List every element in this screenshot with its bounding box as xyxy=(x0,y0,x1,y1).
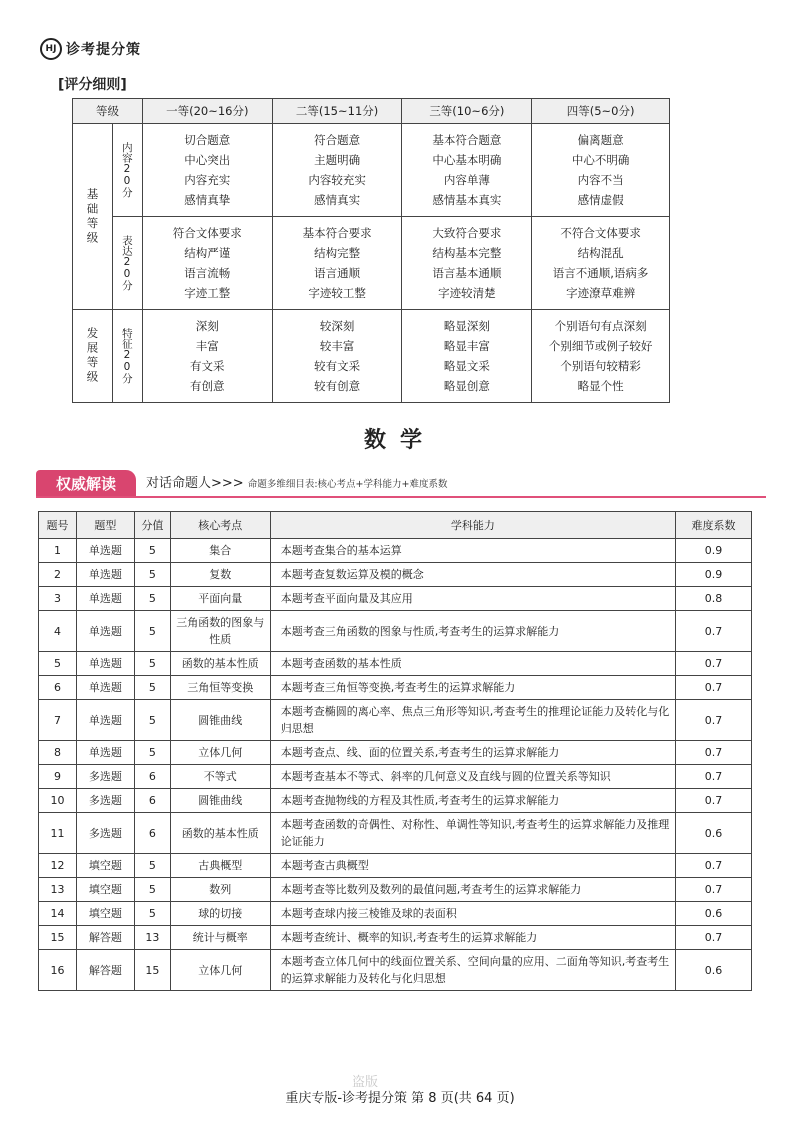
rubric-cell-line: 略显丰富 xyxy=(443,339,490,353)
question-type-cell: 多选题 xyxy=(76,765,134,789)
core-topic-cell: 圆锥曲线 xyxy=(170,789,270,813)
table-row xyxy=(39,878,752,902)
rubric-cell-line: 结构基本完整 xyxy=(432,246,502,260)
math-header-cell: 学科能力 xyxy=(270,512,675,539)
score-cell: 5 xyxy=(134,587,170,611)
rubric-sub-label: 内容20分 xyxy=(120,142,133,198)
ability-cell: 本题考查基本不等式、斜率的几何意义及直线与圆的位置关系等知识 xyxy=(270,765,675,789)
ability-cell: 本题考查三角函数的图象与性质,考查考生的运算求解能力 xyxy=(270,611,675,652)
ability-cell: 本题考查椭圆的离心率、焦点三角形等知识,考查考生的推理论证能力及转化与化归思想 xyxy=(270,700,675,741)
rubric-group-cell xyxy=(73,124,113,310)
rubric-cell-line: 感情基本真实 xyxy=(432,193,502,207)
core-topic-cell: 集合 xyxy=(170,539,270,563)
rubric-cell-line: 略显个性 xyxy=(577,379,624,393)
question-type-cell: 填空题 xyxy=(76,878,134,902)
ability-cell: 本题考查点、线、面的位置关系,考查考生的运算求解能力 xyxy=(270,741,675,765)
question-type-cell: 解答题 xyxy=(76,926,134,950)
rubric-sub-cell xyxy=(112,124,142,217)
ability-cell: 本题考查平面向量及其应用 xyxy=(270,587,675,611)
difficulty-cell: 0.7 xyxy=(676,854,752,878)
rubric-cell-line: 结构严谨 xyxy=(184,246,231,260)
rubric-cell-line: 较有文采 xyxy=(314,359,361,373)
rubric-cell xyxy=(532,217,670,310)
row-number-cell: 9 xyxy=(39,765,77,789)
row-number-cell: 1 xyxy=(39,539,77,563)
rubric-cell-line: 丰富 xyxy=(195,339,219,353)
table-row xyxy=(39,765,752,789)
rubric-sub-cell xyxy=(112,217,142,310)
rubric-cell-line: 符合题意 xyxy=(314,133,361,147)
row-number-cell: 4 xyxy=(39,611,77,652)
difficulty-cell: 0.7 xyxy=(676,741,752,765)
rubric-cell-line: 中心基本明确 xyxy=(432,153,502,167)
rubric-cell xyxy=(142,217,272,310)
rubric-cell-line: 切合题意 xyxy=(184,133,231,147)
question-type-cell: 单选题 xyxy=(76,676,134,700)
difficulty-cell: 0.6 xyxy=(676,902,752,926)
difficulty-cell: 0.7 xyxy=(676,926,752,950)
table-row xyxy=(39,611,752,652)
rubric-cell-line: 内容单薄 xyxy=(443,173,490,187)
rubric-cell-line: 个别细节或例子较好 xyxy=(548,339,653,353)
row-number-cell: 11 xyxy=(39,813,77,854)
table-row xyxy=(39,813,752,854)
core-topic-cell: 不等式 xyxy=(170,765,270,789)
logo-icon: HJ xyxy=(40,38,62,60)
rubric-cell-line: 个别语句有点深刻 xyxy=(554,319,647,333)
rubric-cell-line: 字迹较工整 xyxy=(308,286,366,300)
rubric-sub-label: 特征20分 xyxy=(120,328,133,384)
rubric-row xyxy=(73,217,670,310)
math-header-cell: 分值 xyxy=(134,512,170,539)
question-type-cell: 单选题 xyxy=(76,563,134,587)
rubric-cell-line: 字迹潦草难辨 xyxy=(566,286,636,300)
score-cell: 5 xyxy=(134,854,170,878)
banner-text xyxy=(146,472,447,491)
rubric-cell-line: 内容不当 xyxy=(577,173,624,187)
table-row xyxy=(39,587,752,611)
table-row xyxy=(39,902,752,926)
rubric-label: [评分细则] xyxy=(58,77,127,93)
question-type-cell: 单选题 xyxy=(76,652,134,676)
rubric-header-cell: 等级 xyxy=(73,99,143,124)
table-row xyxy=(39,950,752,991)
core-topic-cell: 三角恒等变换 xyxy=(170,676,270,700)
rubric-cell-line: 感情虚假 xyxy=(577,193,624,207)
table-row xyxy=(39,676,752,700)
rubric-cell xyxy=(272,124,402,217)
rubric-cell xyxy=(272,217,402,310)
ability-cell: 本题考查函数的奇偶性、对称性、单调性等知识,考查考生的运算求解能力及推理论证能力 xyxy=(270,813,675,854)
rubric-cell-line: 主题明确 xyxy=(314,153,361,167)
score-cell: 6 xyxy=(134,789,170,813)
difficulty-cell: 0.7 xyxy=(676,652,752,676)
rubric-cell xyxy=(402,310,532,403)
rubric-cell-line: 中心不明确 xyxy=(571,153,630,167)
core-topic-cell: 三角函数的图象与性质 xyxy=(170,611,270,652)
rubric-group-cell xyxy=(73,310,113,403)
core-topic-cell: 球的切接 xyxy=(170,902,270,926)
rubric-sub-label: 表达20分 xyxy=(120,235,133,291)
rubric-cell-line: 结构完整 xyxy=(314,246,361,260)
core-topic-cell: 平面向量 xyxy=(170,587,270,611)
score-cell: 5 xyxy=(134,878,170,902)
rubric-cell xyxy=(402,217,532,310)
question-type-cell: 填空题 xyxy=(76,854,134,878)
rubric-header-cell: 四等(5~0分) xyxy=(532,99,670,124)
table-row xyxy=(39,926,752,950)
score-cell: 5 xyxy=(134,563,170,587)
authority-banner xyxy=(36,470,766,498)
question-type-cell: 多选题 xyxy=(76,789,134,813)
difficulty-cell: 0.7 xyxy=(676,789,752,813)
core-topic-cell: 复数 xyxy=(170,563,270,587)
ability-cell: 本题考查等比数列及数列的最值问题,考查考生的运算求解能力 xyxy=(270,878,675,902)
rubric-header-cell: 一等(20~16分) xyxy=(142,99,272,124)
question-type-cell: 单选题 xyxy=(76,539,134,563)
row-number-cell: 12 xyxy=(39,854,77,878)
score-cell: 5 xyxy=(134,902,170,926)
question-type-cell: 填空题 xyxy=(76,902,134,926)
ability-cell: 本题考查立体几何中的线面位置关系、空间向量的应用、二面角等知识,考查考生的运算求解能力及转化与化归思想 xyxy=(270,950,675,991)
difficulty-cell: 0.7 xyxy=(676,700,752,741)
core-topic-cell: 古典概型 xyxy=(170,854,270,878)
table-row xyxy=(39,563,752,587)
banner-pill: 权威解读 xyxy=(36,470,136,496)
rubric-cell-line: 个别语句较精彩 xyxy=(560,359,641,373)
score-cell: 13 xyxy=(134,926,170,950)
question-type-cell: 单选题 xyxy=(76,611,134,652)
rubric-cell-line: 基本符合要求 xyxy=(302,226,372,240)
rubric-cell xyxy=(272,310,402,403)
difficulty-cell: 0.7 xyxy=(676,765,752,789)
row-number-cell: 16 xyxy=(39,950,77,991)
core-topic-cell: 函数的基本性质 xyxy=(170,652,270,676)
score-cell: 5 xyxy=(134,676,170,700)
watermark: 盗版 xyxy=(352,1075,379,1090)
core-topic-cell: 数列 xyxy=(170,878,270,902)
question-type-cell: 解答题 xyxy=(76,950,134,991)
row-number-cell: 3 xyxy=(39,587,77,611)
rubric-cell-line: 略显深刻 xyxy=(443,319,490,333)
rubric-header-cell: 三等(10~6分) xyxy=(402,99,532,124)
rubric-cell-line: 略显创意 xyxy=(443,379,490,393)
rubric-cell-line: 较有创意 xyxy=(314,379,361,393)
difficulty-cell: 0.7 xyxy=(676,676,752,700)
rubric-cell-line: 略显文采 xyxy=(443,359,490,373)
difficulty-cell: 0.6 xyxy=(676,813,752,854)
table-row xyxy=(39,789,752,813)
table-row xyxy=(39,539,752,563)
rubric-cell-line: 感情真实 xyxy=(314,193,361,207)
ability-cell: 本题考查集合的基本运算 xyxy=(270,539,675,563)
rubric-cell xyxy=(532,310,670,403)
difficulty-cell: 0.9 xyxy=(676,563,752,587)
rubric-cell-line: 语言通顺 xyxy=(314,266,361,280)
ability-cell: 本题考查统计、概率的知识,考查考生的运算求解能力 xyxy=(270,926,675,950)
ability-cell: 本题考查复数运算及模的概念 xyxy=(270,563,675,587)
rubric-cell-line: 字迹工整 xyxy=(184,286,231,300)
row-number-cell: 6 xyxy=(39,676,77,700)
difficulty-cell: 0.6 xyxy=(676,950,752,991)
math-header-cell: 题型 xyxy=(76,512,134,539)
rubric-cell-line: 符合文体要求 xyxy=(172,226,242,240)
table-row xyxy=(39,741,752,765)
row-number-cell: 10 xyxy=(39,789,77,813)
rubric-header-row xyxy=(73,99,670,124)
score-cell: 6 xyxy=(134,813,170,854)
rubric-cell-line: 字迹较清楚 xyxy=(438,286,496,300)
math-header-cell: 题号 xyxy=(39,512,77,539)
rubric-row xyxy=(73,124,670,217)
row-number-cell: 15 xyxy=(39,926,77,950)
rubric-cell-line: 大致符合要求 xyxy=(432,226,502,240)
score-cell: 5 xyxy=(134,611,170,652)
rubric-cell-line: 偏离题意 xyxy=(577,133,624,147)
question-type-cell: 单选题 xyxy=(76,741,134,765)
difficulty-cell: 0.8 xyxy=(676,587,752,611)
rubric-cell-line: 中心突出 xyxy=(184,153,231,167)
rubric-cell xyxy=(142,124,272,217)
question-type-cell: 单选题 xyxy=(76,587,134,611)
row-number-cell: 8 xyxy=(39,741,77,765)
row-number-cell: 2 xyxy=(39,563,77,587)
row-number-cell: 5 xyxy=(39,652,77,676)
table-row xyxy=(39,854,752,878)
difficulty-cell: 0.7 xyxy=(676,878,752,902)
score-cell: 15 xyxy=(134,950,170,991)
table-row xyxy=(39,700,752,741)
ability-cell: 本题考查古典概型 xyxy=(270,854,675,878)
math-header-cell: 难度系数 xyxy=(676,512,752,539)
section-title: 数学 xyxy=(363,428,436,453)
rubric-sub-cell xyxy=(112,310,142,403)
header-logo xyxy=(40,38,141,60)
rubric-cell-line: 不符合文体要求 xyxy=(560,226,641,240)
difficulty-cell: 0.9 xyxy=(676,539,752,563)
ability-cell: 本题考查球内接三棱锥及球的表面积 xyxy=(270,902,675,926)
core-topic-cell: 立体几何 xyxy=(170,950,270,991)
rubric-row xyxy=(73,310,670,403)
ability-cell: 本题考查抛物线的方程及其性质,考查考生的运算求解能力 xyxy=(270,789,675,813)
rubric-header-cell: 二等(15~11分) xyxy=(272,99,402,124)
page-footer: 重庆专版-诊考提分策 第 8 页(共 64 页) xyxy=(285,1091,515,1106)
core-topic-cell: 统计与概率 xyxy=(170,926,270,950)
difficulty-cell: 0.7 xyxy=(676,611,752,652)
rubric-cell-line: 有文采 xyxy=(190,359,225,373)
row-number-cell: 14 xyxy=(39,902,77,926)
core-topic-cell: 圆锥曲线 xyxy=(170,700,270,741)
rubric-cell-line: 语言不通顺,语病多 xyxy=(552,266,649,280)
table-row xyxy=(39,652,752,676)
rubric-cell-line: 较丰富 xyxy=(319,339,355,353)
rubric-cell-line: 内容充实 xyxy=(184,173,231,187)
rubric-cell xyxy=(142,310,272,403)
rubric-cell xyxy=(402,124,532,217)
rubric-cell-line: 基本符合题意 xyxy=(432,133,502,147)
score-cell: 5 xyxy=(134,652,170,676)
rubric-cell-line: 较深刻 xyxy=(319,319,355,333)
banner-subtitle: 命题多维细目表:核心考点+学科能力+难度系数 xyxy=(247,479,448,490)
row-number-cell: 13 xyxy=(39,878,77,902)
banner-title: 对话命题人>>> xyxy=(146,476,244,491)
rubric-cell-line: 感情真挚 xyxy=(184,193,231,207)
rubric-cell xyxy=(532,124,670,217)
rubric-cell-line: 内容较充实 xyxy=(308,173,366,187)
score-cell: 6 xyxy=(134,765,170,789)
core-topic-cell: 立体几何 xyxy=(170,741,270,765)
rubric-cell-line: 语言基本通顺 xyxy=(432,266,502,280)
math-table xyxy=(38,511,752,991)
rubric-cell-line: 结构混乱 xyxy=(577,246,624,260)
rubric-table xyxy=(72,98,670,403)
math-header-cell: 核心考点 xyxy=(170,512,270,539)
ability-cell: 本题考查三角恒等变换,考查考生的运算求解能力 xyxy=(270,676,675,700)
math-header-row xyxy=(39,512,752,539)
score-cell: 5 xyxy=(134,539,170,563)
logo-text: 诊考提分策 xyxy=(66,42,141,58)
ability-cell: 本题考查函数的基本性质 xyxy=(270,652,675,676)
question-type-cell: 单选题 xyxy=(76,700,134,741)
core-topic-cell: 函数的基本性质 xyxy=(170,813,270,854)
question-type-cell: 多选题 xyxy=(76,813,134,854)
score-cell: 5 xyxy=(134,741,170,765)
rubric-cell-line: 深刻 xyxy=(195,319,219,333)
rubric-cell-line: 语言流畅 xyxy=(184,266,231,280)
row-number-cell: 7 xyxy=(39,700,77,741)
rubric-cell-line: 有创意 xyxy=(190,379,225,393)
score-cell: 5 xyxy=(134,700,170,741)
rubric-group-label: 基础等级 xyxy=(85,187,100,246)
rubric-group-label: 发展等级 xyxy=(85,327,100,385)
